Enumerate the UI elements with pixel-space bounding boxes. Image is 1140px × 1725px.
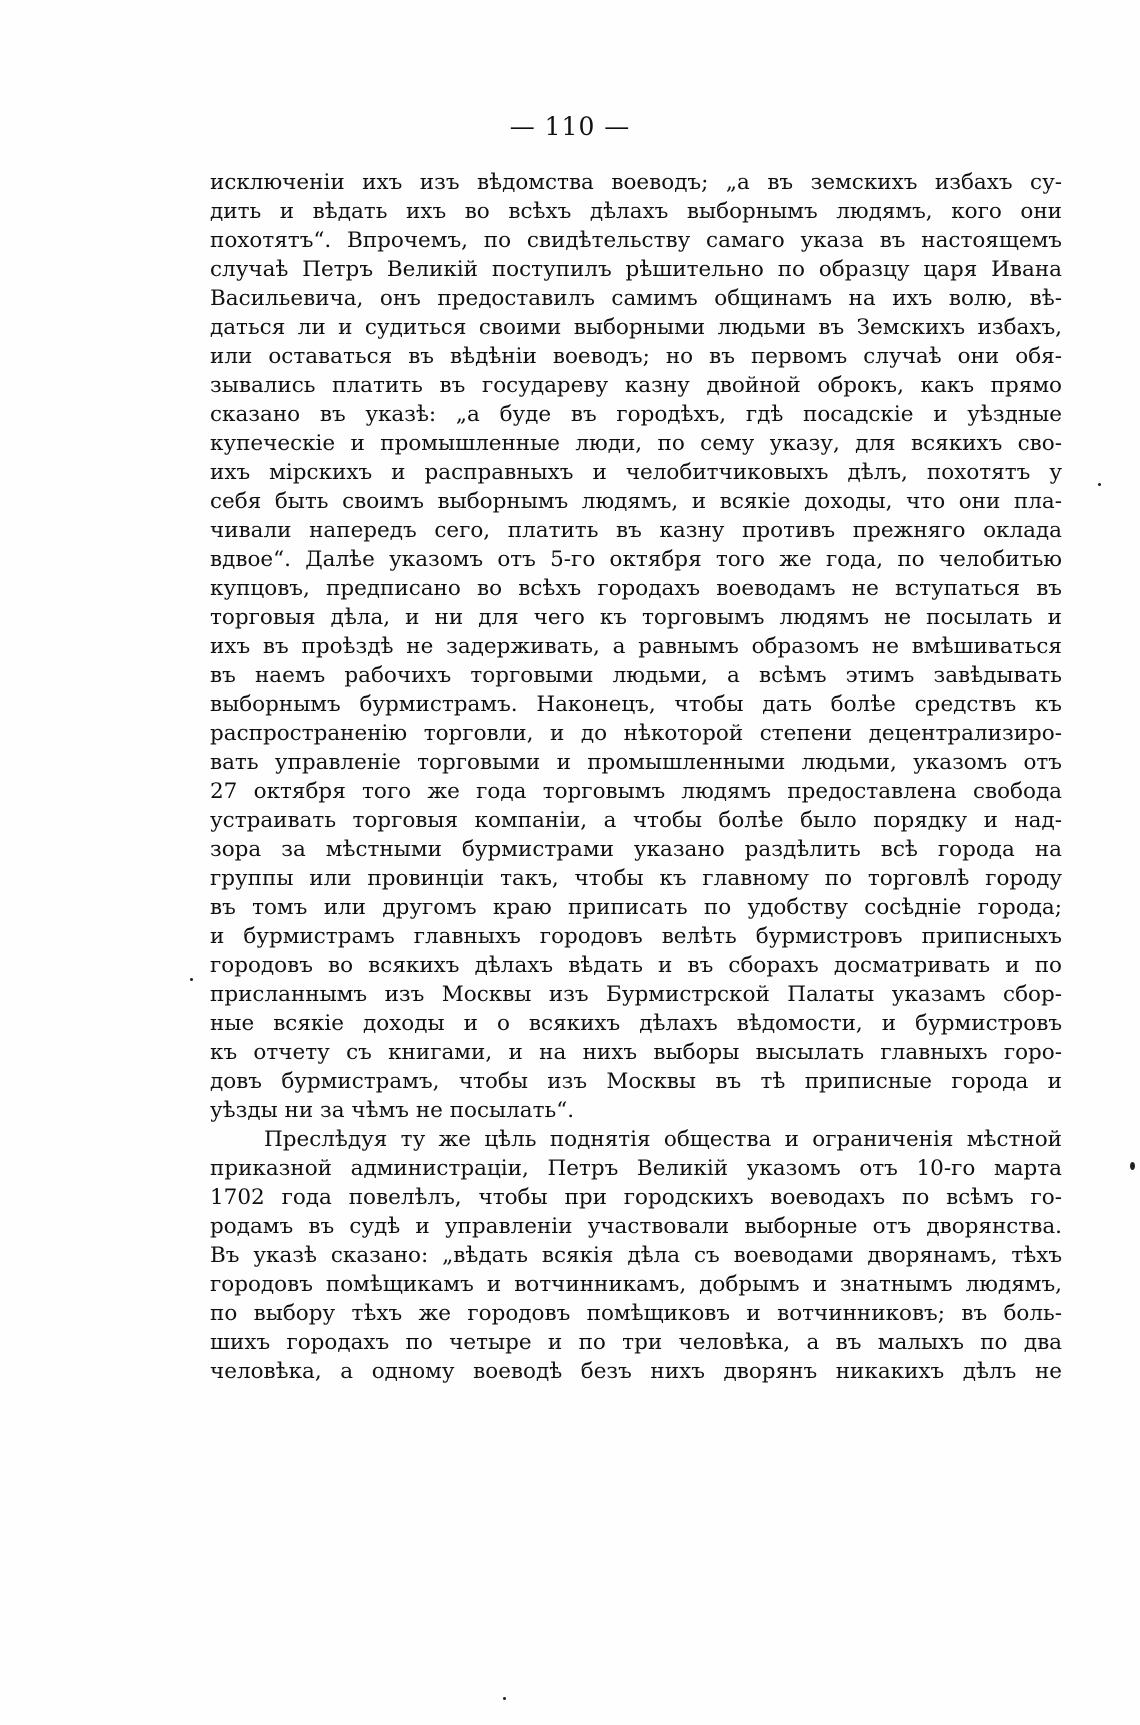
text-line: Преслѣдуя ту же цѣль поднятiя общества и ограниченiя мѣстной bbox=[264, 1127, 1062, 1152]
text-line: купцовъ, предписано во всѣхъ городахъ воеводамъ не вступаться въ bbox=[210, 576, 1062, 601]
text-line: 27 октября того же года торговымъ людямъ предоставлена свобода bbox=[210, 779, 1062, 804]
text-line: ные всякiе доходы и о всякихъ дѣлахъ вѣдомости, и бурмистровъ bbox=[210, 1011, 1062, 1036]
text-line: группы или провинцiи такъ, чтобы къ главному по торговлѣ городу bbox=[210, 866, 1062, 891]
scan-speck bbox=[190, 978, 193, 981]
text-line: шихъ городахъ по четыре и по три человѣка, а въ малыхъ по два bbox=[210, 1330, 1062, 1355]
text-line: исключенiи ихъ изъ вѣдомства воеводъ; „а въ земскихъ избахъ су- bbox=[210, 170, 1062, 195]
text-line: дить и вѣдать ихъ во всѣхъ дѣлахъ выборнымъ людямъ, кого они bbox=[210, 199, 1062, 224]
text-line: похотятъ“. Впрочемъ, по свидѣтельству самаго указа въ настоящемъ bbox=[210, 228, 1062, 253]
page-number: — 110 — bbox=[509, 112, 631, 141]
text-line: въ наемъ рабочихъ торговыми людьми, а всѣмъ этимъ завѣдывать bbox=[210, 663, 1062, 688]
text-line: случаѣ Петръ Великiй поступилъ рѣшительно по образцу царя Ивана bbox=[210, 257, 1062, 282]
text-line: городовъ помѣщикамъ и вотчинникамъ, добрымъ и знатнымъ людямъ, bbox=[210, 1272, 1062, 1297]
text-line: чивали напередъ сего, платить въ казну противъ прежняго оклада bbox=[210, 518, 1062, 543]
text-line: себя быть своимъ выборнымъ людямъ, и всякiе доходы, что они пла- bbox=[210, 489, 1062, 514]
paragraph-1 bbox=[210, 168, 1062, 1125]
text-line: зывались платить въ государеву казну двойной оброкъ, какъ прямо bbox=[210, 373, 1062, 398]
paragraph-2 bbox=[210, 1125, 1062, 1386]
text-line: присланнымъ изъ Москвы изъ Бурмистрской Палаты указамъ сбор- bbox=[210, 982, 1062, 1007]
text-line: сказано въ указѣ: „а буде въ городѣхъ, гдѣ посадскiе и уѣздные bbox=[210, 402, 1062, 427]
text-line: въ томъ или другомъ краю приписать по удобству сосѣднiе города; bbox=[210, 895, 1062, 920]
text-line: устраивать торговыя компанiи, а чтобы болѣе было порядку и над- bbox=[210, 808, 1062, 833]
text-line: даться ли и судиться своими выборными людьми въ Земскихъ избахъ, bbox=[210, 315, 1062, 340]
text-line: Въ указѣ сказано: „вѣдать всякiя дѣла съ воеводами дворянамъ, тѣхъ bbox=[210, 1243, 1062, 1268]
scan-speck bbox=[1098, 483, 1101, 486]
text-line: уѣзды ни за чѣмъ не посылать“. bbox=[210, 1098, 575, 1123]
scan-speck bbox=[503, 1697, 506, 1700]
text-line: ихъ въ проѣздѣ не задерживать, а равнымъ образомъ не вмѣшиваться bbox=[210, 634, 1062, 659]
body-text bbox=[210, 168, 1062, 1386]
text-line: родамъ въ судѣ и управленiи участвовали выборные отъ дворянства. bbox=[210, 1214, 1062, 1239]
scan-speck bbox=[1130, 1162, 1135, 1170]
text-line: распространенiю торговли, и до нѣкоторой степени децентрализиро- bbox=[210, 721, 1062, 746]
text-line: приказной администрацiи, Петръ Великiй указомъ отъ 10-го марта bbox=[210, 1156, 1062, 1181]
text-line: человѣка, а одному воеводѣ безъ нихъ дворянъ никакихъ дѣлъ не bbox=[210, 1359, 1062, 1384]
text-line: вдвое“. Далѣе указомъ отъ 5-го октября того же года, по челобитью bbox=[210, 547, 1062, 572]
text-line: 1702 года повелѣлъ, чтобы при городскихъ воеводахъ по всѣмъ го- bbox=[210, 1185, 1062, 1210]
text-line: купеческiе и промышленные люди, по сему указу, для всякихъ сво- bbox=[210, 431, 1062, 456]
text-line: городовъ во всякихъ дѣлахъ вѣдать и въ сборахъ досматривать и по bbox=[210, 953, 1062, 978]
text-line: къ отчету съ книгами, и на нихъ выборы высылать главныхъ горо- bbox=[210, 1040, 1062, 1065]
text-line: по выбору тѣхъ же городовъ помѣщиковъ и вотчинниковъ; въ боль- bbox=[210, 1301, 1062, 1326]
text-line: ихъ мiрскихъ и расправныхъ и челобитчиковыхъ дѣлъ, похотятъ у bbox=[210, 460, 1062, 485]
text-line: зора за мѣстными бурмистрами указано раздѣлить всѣ города на bbox=[210, 837, 1062, 862]
text-line: довъ бурмистрамъ, чтобы изъ Москвы въ тѣ приписные города и bbox=[210, 1069, 1062, 1094]
text-line: Васильевича, онъ предоставилъ самимъ общинамъ на ихъ волю, вѣ- bbox=[210, 286, 1062, 311]
text-line: и бурмистрамъ главныхъ городовъ велѣть бурмистровъ приписныхъ bbox=[210, 924, 1062, 949]
text-line: или оставаться въ вѣдѣнiи воеводъ; но въ первомъ случаѣ они обя- bbox=[210, 344, 1062, 369]
text-line: вать управленiе торговыми и промышленными людьми, указомъ отъ bbox=[210, 750, 1062, 775]
text-line: торговыя дѣла, и ни для чего къ торговымъ людямъ не посылать и bbox=[210, 605, 1062, 630]
text-line: выборнымъ бурмистрамъ. Наконецъ, чтобы дать болѣе средствъ къ bbox=[210, 692, 1062, 717]
